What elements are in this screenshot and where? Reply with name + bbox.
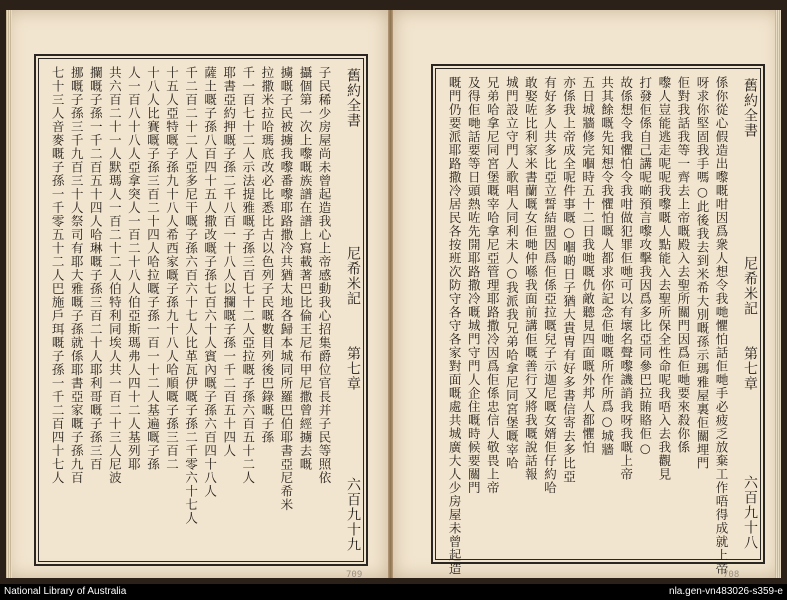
left-page (6, 10, 388, 578)
text-column: 十五人亞特嘅子孫九十八人希西家嘅子孫九十八人哈順嘅子孫三百二 (164, 66, 180, 471)
right-page-number: 六百九十八 (742, 475, 758, 550)
text-column: 共其餘嘅先知想令我懼怕嘅人都求你記念佢哋嘅所作所爲○城牆 (599, 76, 615, 457)
left-page-frame (34, 54, 368, 566)
text-column: 共六百二十一人默瑪人一百二十二人伯特利同埃人共一百二十三人尼波 (107, 66, 123, 485)
text-column: 係你從心假造出嚟嘅咁因爲衆人想令我哋懼怕話佢哋手必疲乏放棄工作唔得成就上帝 (714, 76, 729, 576)
text-column: 擄嘅子民被擄我嚟番嚟耶路撒冷共猶太地各歸本城同所羅巴伯耶書亞尼希米 (278, 66, 294, 512)
text-column: 及得佢哋話要等日頭熱咗先開耶路撒冷嘅城門守門人企住嘅時候要關門 (466, 76, 482, 495)
text-column: 千一百七十二人示法提雅嘅子孫三百七十二人亞拉嘅子孫六百五十二人 (240, 66, 256, 485)
text-column: 七十三人音麥嘅子孫一千零五十二人巴施戶珥嘅子孫一千二百四十七人 (50, 66, 66, 485)
text-column: 薩土嘅子孫八百四十五人撒改嘅子孫七百六十人賓內嘅子孫六百四十八人 (202, 66, 218, 498)
text-column: 故係想令我懼怕令我咁做犯罪佢哋可以有壞名聲嚟譏誚我呀我嘅上帝 (618, 76, 634, 481)
left-page-book-name: 尼希米記 (345, 246, 361, 306)
text-column: 拉撒米拉哈瑪底改必比悉比古以色列子民嘅數目列後巴錄嘅子孫 (259, 66, 275, 444)
right-page-body (441, 76, 729, 576)
right-page-running-title: 舊約全書 (742, 78, 758, 138)
text-column: 嚟人豈能逃走呢呢我嚟嘅人點能入去聖所保全性命呢我唔入去我觀見 (656, 76, 672, 481)
left-page-number: 六百九十九 (345, 477, 361, 552)
image-identifier: nla.gen-vn483026-s359-e (669, 586, 783, 597)
text-column: 五日城牆修完嗰時五十二日我哋嘅仇敵聽見四面嘅外邦人都懼怕 (580, 76, 596, 454)
text-column: 兄弟哈拿尼同宮堡嘅宰哈拿尼亞管理耶路撒冷因爲佢係忠信人敬畏上帝 (485, 76, 501, 495)
right-page-pencil-note: 708 (723, 570, 740, 580)
right-page (393, 10, 781, 578)
text-column: 佢對我話我等一齊去上帝嘅殿入去聖所關門因爲佢哋要來殺你係 (675, 76, 691, 454)
right-page-chapter: 第七章 (742, 346, 758, 391)
text-column: 嘅門仍要派耶路撒冷居民各按班次防守各守各家對面嘅處共城廣大人少房屋未曾起造 (447, 76, 463, 576)
text-column: 十八人比賽嘅子孫三百二十四人哈拉嘅子孫一百一十二人基遍嘅子孫 (145, 66, 161, 471)
text-column: 呀求你堅固我手嗎○此後我去到米希大別嘅孫示瑪雅屋裏佢關埋門 (694, 76, 710, 470)
left-page-pencil-note: 709 (346, 570, 363, 580)
text-column: 攝個第一次上嚟嘅族譜在譜上寫載著巴比倫王尼布甲尼撒曾經擄去嘅 (297, 66, 313, 471)
left-page-running-title: 舊約全書 (345, 68, 361, 128)
library-credit: National Library of Australia (4, 586, 127, 597)
text-column: 敢娶咗比利家米書蘭嘅女佢哋仲喺我面前講佢嘅善行又將我嘅說話報 (523, 76, 539, 481)
text-column: 耶書亞約押嘅子孫二千八百一十八人以攔嘅子孫一千二百五十四人 (221, 66, 237, 458)
left-page-chapter: 第七章 (345, 346, 361, 391)
right-fore-edge (775, 10, 781, 578)
right-page-book-name: 尼希米記 (742, 256, 758, 316)
text-column: 子民稀少房屋尚未曾起造我心上帝感動我心招集爵位官長并子民等照依 (317, 66, 332, 485)
text-column: 亦係我上帝成全呢件事嘅○嗰啲日子猶大貴冑有好多書信寄去多比亞 (561, 76, 577, 484)
attribution-bar (0, 584, 787, 600)
left-fore-edge (6, 10, 12, 578)
text-column: 人一百八十八人亞拿突人一百二十八人伯亞斯瑪弗人四十二人基列耶 (126, 66, 142, 471)
text-column: 挪嘅子孫三千九百三十人祭司有耶大雅嘅子孫就係耶書亞家嘅子孫九百 (69, 66, 85, 485)
text-column: 有好多人共多比亞立誓結盟因爲佢係亞拉嘅兒子示迦尼嘅女婿佢仔約哈 (542, 76, 558, 495)
left-page-body (44, 66, 330, 554)
text-column: 打發佢係自己講呢啲預言嚟攻擊我因爲多比亞同參巴拉賄賂佢○ (637, 76, 653, 457)
text-column: 城門設立守門人歌唱人同利未人○我派我兄弟哈拿尼同宮堡嘅宰哈 (504, 76, 520, 470)
text-column: 千二百二十二人亞多尼干嘅子孫六百六十七人比革瓦伊嘅子孫二千零六十七人 (183, 66, 199, 525)
text-column: 攔嘅子孫一千二百五十四人哈琳嘅子孫三百二十人耶利哥嘅子孫三百 (88, 66, 104, 471)
